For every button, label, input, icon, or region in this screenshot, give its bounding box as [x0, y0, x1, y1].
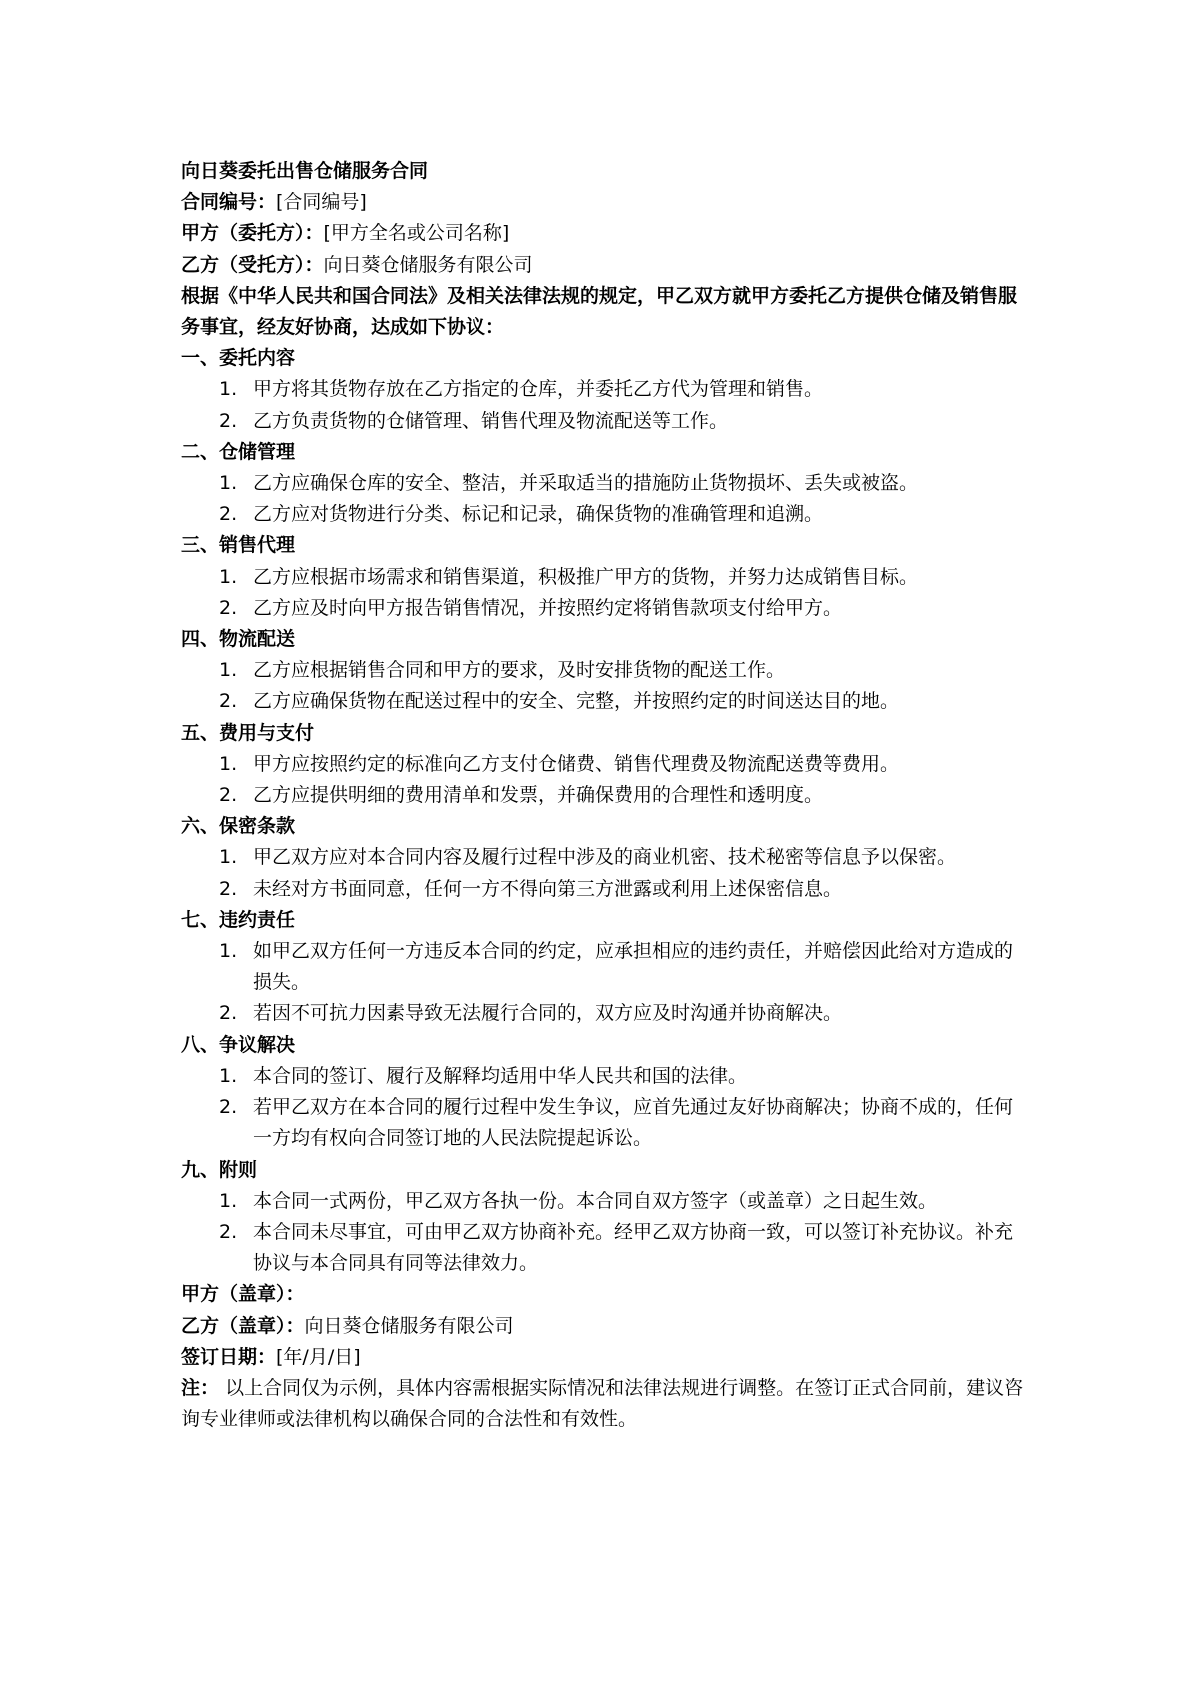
- section-heading: 一、委托内容: [181, 347, 296, 370]
- clause-number: 1.: [219, 1189, 238, 1212]
- footnote-label: 注：: [181, 1376, 220, 1399]
- clause-text: 乙方应确保货物在配送过程中的安全、完整，并按照约定的时间送达目的地。: [253, 690, 900, 713]
- clause-text: 本合同未尽事宜，可由甲乙双方协商补充。经甲乙双方协商一致，可以签订补充协议。补充协议与本合同具有同等法律效力。: [253, 1220, 1014, 1275]
- clause-item: [181, 1061, 1031, 1092]
- section: [181, 1155, 1031, 1280]
- clause-item: [181, 1092, 1031, 1154]
- clause-text: 乙方应确保仓库的安全、整洁，并采取适当的措施防止货物损坏、丢失或被盗。: [253, 472, 919, 495]
- clause-number: 2.: [219, 784, 238, 807]
- sign-party-b-value: 向日葵仓储服务有限公司: [304, 1314, 514, 1337]
- footnote: [181, 1373, 1031, 1435]
- clause-text: 如甲乙双方任何一方违反本合同的约定，应承担相应的违约责任，并赔偿因此给对方造成的损失。: [253, 940, 1014, 994]
- preamble: 根据《中华人民共和国合同法》及相关法律法规的规定，甲乙双方就甲方委托乙方提供仓储及销售服务事宜，经友好协商，达成如下协议：: [181, 284, 1018, 339]
- clause-number: 2.: [219, 1096, 238, 1119]
- clause-text: 甲乙双方应对本合同内容及履行过程中涉及的商业机密、技术秘密等信息予以保密。: [253, 846, 957, 869]
- clause-number: 1.: [219, 846, 238, 869]
- clause-text: 乙方应根据市场需求和销售渠道，积极推广甲方的货物，并努力达成销售目标。: [253, 565, 919, 588]
- contract-number-line: [181, 187, 1031, 218]
- clause-text: 乙方应及时向甲方报告销售情况，并按照约定将销售款项支付给甲方。: [253, 596, 843, 619]
- clause-number: 1.: [219, 659, 238, 682]
- clause-text: 乙方应根据销售合同和甲方的要求，及时安排货物的配送工作。: [253, 659, 786, 682]
- clause-item: [181, 874, 1031, 905]
- sign-party-b-line: [181, 1311, 1031, 1342]
- section: [181, 718, 1031, 812]
- sign-date-line: [181, 1342, 1031, 1373]
- clause-number: 2.: [219, 877, 238, 900]
- party-a-label: 甲方（委托方）：: [181, 222, 324, 245]
- section-heading: 二、仓储管理: [181, 440, 296, 463]
- clause-item: [181, 406, 1031, 437]
- sign-party-b-label: 乙方（盖章）：: [181, 1314, 305, 1337]
- section-heading: 五、费用与支付: [181, 721, 315, 744]
- clause-list: [181, 1061, 1031, 1155]
- clause-list: [181, 1186, 1031, 1280]
- section-heading: 六、保密条款: [181, 815, 296, 838]
- sign-party-a-line: [181, 1279, 1031, 1310]
- clause-number: 1.: [219, 752, 238, 775]
- section: [181, 530, 1031, 624]
- clause-list: [181, 655, 1031, 717]
- clause-item: [181, 749, 1031, 780]
- contract-body: [181, 156, 1031, 1435]
- clause-item: [181, 655, 1031, 686]
- contract-number-label: 合同编号：: [181, 191, 277, 214]
- clause-list: [181, 374, 1031, 436]
- clause-item: [181, 468, 1031, 499]
- section-heading: 四、物流配送: [181, 628, 296, 651]
- clause-item: [181, 780, 1031, 811]
- section-heading: 八、争议解决: [181, 1033, 296, 1056]
- clause-item: [181, 1186, 1031, 1217]
- clause-text: 本合同一式两份，甲乙双方各执一份。本合同自双方签字（或盖章）之日起生效。: [253, 1189, 938, 1212]
- clause-text: 乙方应对货物进行分类、标记和记录，确保货物的准确管理和追溯。: [253, 503, 824, 526]
- section-heading: 三、销售代理: [181, 534, 296, 557]
- contract-title: 向日葵委托出售仓储服务合同: [181, 160, 429, 182]
- clause-text: 乙方负责货物的仓储管理、销售代理及物流配送等工作。: [253, 409, 729, 432]
- clause-text: 未经对方书面同意，任何一方不得向第三方泄露或利用上述保密信息。: [253, 877, 843, 900]
- clause-number: 2.: [219, 690, 238, 713]
- clause-number: 1.: [219, 565, 238, 588]
- clause-number: 2.: [219, 503, 238, 526]
- clause-number: 2.: [219, 596, 238, 619]
- party-a-line: [181, 218, 1031, 249]
- footnote-text: 以上合同仅为示例，具体内容需根据实际情况和法律法规进行调整。在签订正式合同前，建议咨询专业律师或法律机构以确保合同的合法性和有效性。: [181, 1376, 1024, 1431]
- clause-text: 甲方应按照约定的标准向乙方支付仓储费、销售代理费及物流配送费等费用。: [253, 752, 900, 775]
- clause-list: [181, 468, 1031, 530]
- clause-list: [181, 562, 1031, 624]
- clause-text: 若因不可抗力因素导致无法履行合同的，双方应及时沟通并协商解决。: [253, 1002, 843, 1025]
- section-heading: 七、违约责任: [181, 908, 296, 931]
- clause-number: 2.: [219, 1002, 238, 1025]
- contract-number-value: [合同编号]: [276, 191, 367, 214]
- party-b-value: 向日葵仓储服务有限公司: [323, 253, 533, 276]
- clause-list: [181, 749, 1031, 811]
- party-b-line: [181, 250, 1031, 281]
- clause-text: 若甲乙双方在本合同的履行过程中发生争议，应首先通过友好协商解决；协商不成的，任何一方均有权向合同签订地的人民法院提起诉讼。: [253, 1096, 1014, 1150]
- clause-item: [181, 936, 1031, 998]
- clause-number: 1.: [219, 940, 238, 963]
- clause-item: [181, 562, 1031, 593]
- section-heading: 九、附则: [181, 1158, 258, 1181]
- clause-item: [181, 593, 1031, 624]
- sign-date-value: [年/月/日]: [276, 1345, 361, 1368]
- sign-party-a-label: 甲方（盖章）：: [181, 1283, 305, 1306]
- clause-list: [181, 936, 1031, 1030]
- clause-list: [181, 842, 1031, 904]
- section: [181, 343, 1031, 437]
- party-a-value: [甲方全名或公司名称]: [323, 222, 510, 245]
- section: [181, 437, 1031, 531]
- clause-number: 2.: [219, 409, 238, 432]
- clause-text: 甲方将其货物存放在乙方指定的仓库，并委托乙方代为管理和销售。: [253, 378, 824, 401]
- clause-text: 本合同的签订、履行及解释均适用中华人民共和国的法律。: [253, 1064, 748, 1087]
- clause-item: [181, 998, 1031, 1029]
- clause-number: 1.: [219, 472, 238, 495]
- section: [181, 1030, 1031, 1155]
- clause-item: [181, 842, 1031, 873]
- section: [181, 624, 1031, 718]
- party-b-label: 乙方（受托方）：: [181, 253, 324, 276]
- clause-item: [181, 374, 1031, 405]
- sign-date-label: 签订日期：: [181, 1345, 277, 1368]
- clause-item: [181, 499, 1031, 530]
- section: [181, 905, 1031, 1030]
- clause-number: 2.: [219, 1220, 238, 1243]
- section: [181, 811, 1031, 905]
- clause-number: 1.: [219, 378, 238, 401]
- clause-item: [181, 1217, 1031, 1279]
- clause-text: 乙方应提供明细的费用清单和发票，并确保费用的合理性和透明度。: [253, 784, 824, 807]
- clause-number: 1.: [219, 1064, 238, 1087]
- clause-item: [181, 686, 1031, 717]
